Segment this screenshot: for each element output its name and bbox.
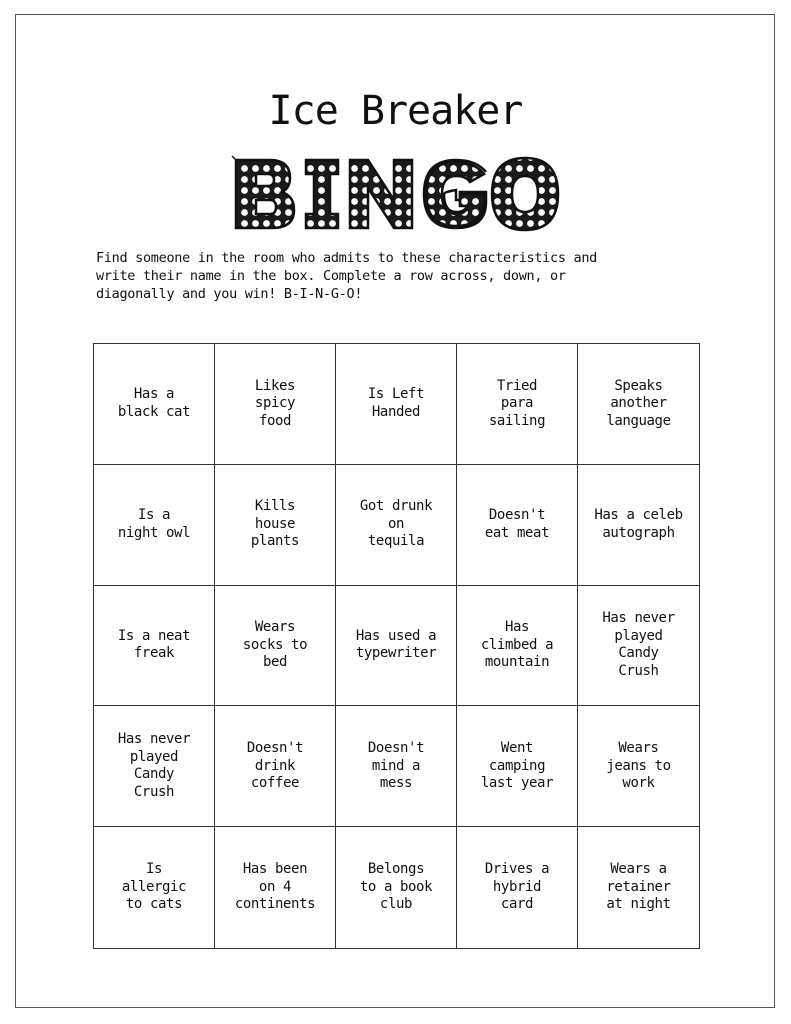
bingo-cell[interactable]: Likes spicy food: [215, 344, 336, 465]
bingo-cell[interactable]: Is a night owl: [94, 465, 215, 586]
bingo-cell[interactable]: Has a black cat: [94, 344, 215, 465]
bingo-cell[interactable]: Doesn't eat meat: [457, 465, 578, 586]
bingo-grid: [93, 343, 700, 949]
bingo-cell[interactable]: Wears a retainer at night: [606, 861, 671, 913]
bingo-cell[interactable]: Belongs to a book club: [336, 827, 457, 948]
instructions-text: Find someone in the room who admits to these characteristics and write their name in the box. Complete a row across, down, or diagonally and you win! B-I-N-G-O!: [96, 250, 597, 302]
bingo-cell[interactable]: Is a neat freak: [94, 586, 215, 707]
bingo-logo: [228, 152, 563, 234]
bingo-cell[interactable]: Got drunk on tequila: [336, 465, 457, 586]
bingo-cell[interactable]: Doesn't mind a mess: [336, 706, 457, 827]
bingo-cell[interactable]: Doesn't drink coffee: [215, 706, 336, 827]
bingo-cell[interactable]: Tried para sailing: [457, 344, 578, 465]
bingo-cell[interactable]: Kills house plants: [215, 465, 336, 586]
bingo-cell[interactable]: Wears jeans to work: [578, 706, 699, 827]
logo-letter: [424, 160, 486, 228]
bingo-cell[interactable]: Has climbed a mountain: [457, 586, 578, 707]
bingo-cell[interactable]: Has used a typewriter: [336, 586, 457, 707]
bingo-cell[interactable]: Speaks another language: [578, 344, 699, 465]
logo-letter: [350, 160, 412, 228]
bingo-cell[interactable]: Went camping last year: [457, 706, 578, 827]
bingo-cell[interactable]: Drives a hybrid card: [457, 827, 578, 948]
logo-letter: [232, 156, 294, 228]
bingo-cell[interactable]: Has never played Candy Crush: [94, 706, 215, 827]
page-title: Ice Breaker: [268, 88, 523, 134]
bingo-cell[interactable]: Wears socks to bed: [215, 586, 336, 707]
logo-letter: [492, 158, 558, 230]
bingo-cell[interactable]: Has never played Candy Crush: [578, 586, 699, 707]
logo-letter: [306, 160, 338, 228]
bingo-cell[interactable]: Has been on 4 continents: [215, 827, 336, 948]
bingo-cell[interactable]: Has a celeb autograph: [578, 465, 699, 586]
bingo-cell[interactable]: Is allergic to cats: [94, 827, 215, 948]
bingo-cell[interactable]: Is Left Handed: [336, 344, 457, 465]
